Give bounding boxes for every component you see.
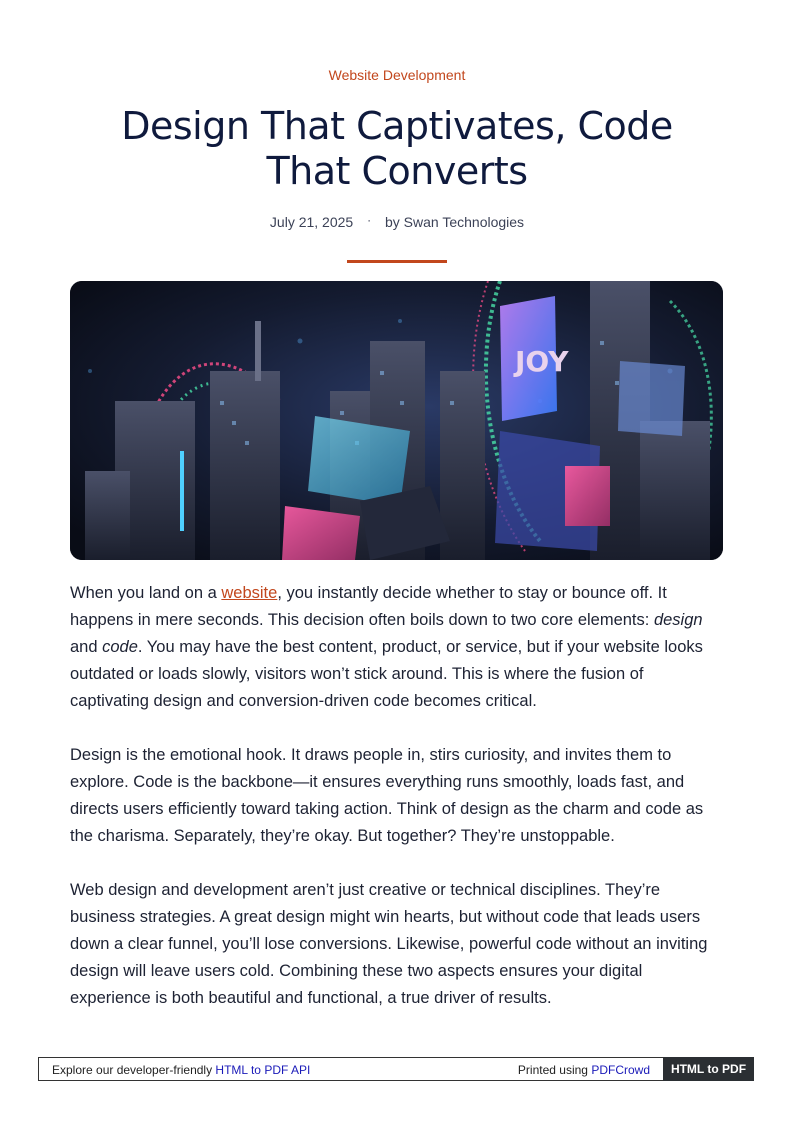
title-divider: [347, 260, 447, 263]
article-meta: [0, 214, 794, 230]
emphasis-design: design: [653, 611, 703, 629]
paragraph-1: When you land on a website, you instantly decide whether to stay or bounce off. It happens in mere seconds. This decision often boils down to two core elements: design and code. You may have the best content, product, or service, but if your website looks outdated or loads slowly, visitors won’t stick around. This is where the fusion of captivating design and conversion-driven code becomes critical.: [70, 584, 703, 710]
paragraph-3: Web design and development aren’t just creative or technical disciplines. They’re business strategies. A great design might win hearts, but without code that leads users down a clear funnel, you’ll lose conversions. Likewise, powerful code without an inviting design will leave users cold. Combining these two aspects ensures your digital experience is both beautiful and functional, a true driver of results.: [70, 881, 708, 1007]
article-title: Design That Captivates, Code That Converts: [121, 104, 673, 193]
website-link[interactable]: website: [221, 584, 278, 602]
hero-image: [70, 281, 723, 560]
pdfcrowd-footer: [38, 1057, 754, 1081]
publish-date: July 21, 2025: [269, 214, 354, 230]
article-category[interactable]: Website Development: [328, 67, 466, 83]
footer-printed: Printed using PDFCrowd: [517, 1063, 650, 1077]
paragraph-2: Design is the emotional hook. It draws people in, stirs curiosity, and invites them to explore. Code is the backbone—it ensures everything runs smoothly, loads fast, and directs users efficiently toward taking action. Think of design as the charm and code as the charisma. Separately, they’re okay. But together? They’re unstoppable.: [70, 746, 704, 845]
hero-screen-text: JOY: [515, 345, 569, 378]
emphasis-code: code: [102, 638, 138, 656]
article-body: [70, 580, 724, 1039]
author-byline: by Swan Technologies: [385, 214, 525, 230]
pdfcrowd-link[interactable]: PDFCrowd: [591, 1063, 650, 1077]
html-to-pdf-api-link[interactable]: HTML to PDF API: [215, 1063, 311, 1077]
footer-explore: Explore our developer-friendly HTML to PDF API: [52, 1063, 311, 1077]
html-to-pdf-button[interactable]: HTML to PDF: [663, 1057, 754, 1081]
meta-separator: ·: [367, 213, 372, 227]
